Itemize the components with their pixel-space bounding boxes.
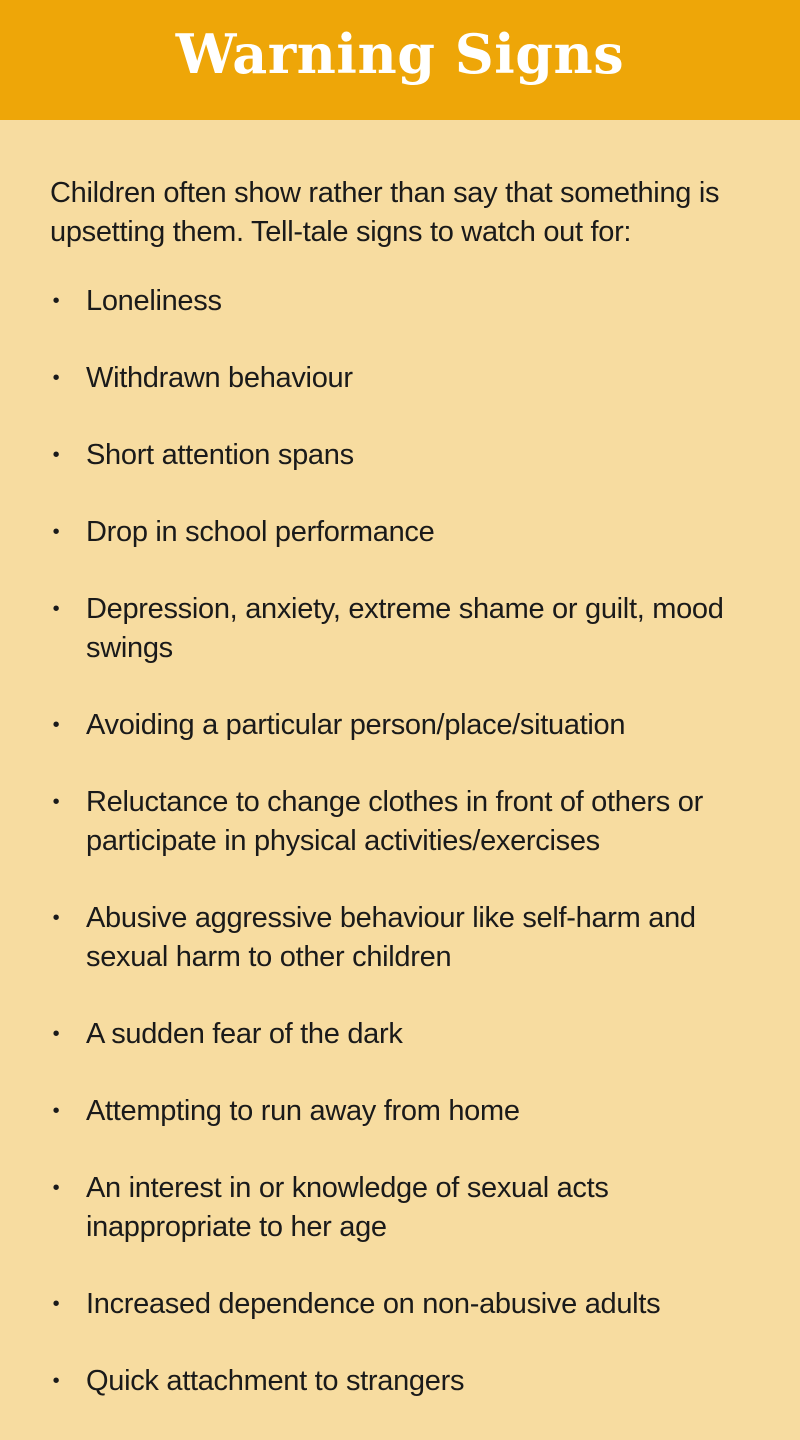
warning-signs-list — [50, 282, 750, 1401]
header-banner — [0, 0, 800, 120]
bullet-icon: • — [52, 598, 60, 620]
sign-text: Withdrawn behaviour — [86, 362, 353, 394]
list-item — [50, 282, 750, 321]
sign-text: Attempting to run away from home — [86, 1095, 520, 1127]
sign-text: Abusive aggressive behaviour like self-harm and sexual harm to other children — [86, 902, 696, 973]
bullet-icon: • — [52, 714, 60, 736]
bullet-icon: • — [52, 290, 60, 312]
list-item — [50, 1285, 750, 1324]
list-item — [50, 436, 750, 475]
bullet-icon: • — [52, 521, 60, 543]
list-item — [50, 1015, 750, 1054]
sign-text: Quick attachment to strangers — [86, 1365, 465, 1397]
list-item — [50, 1362, 750, 1401]
content-area — [0, 120, 800, 1401]
bullet-icon: • — [52, 907, 60, 929]
sign-text: Reluctance to change clothes in front of others or participate in physical activities/exercises — [86, 786, 703, 857]
sign-text: A sudden fear of the dark — [86, 1018, 403, 1050]
bullet-icon: • — [52, 791, 60, 813]
bullet-icon: • — [52, 1293, 60, 1315]
list-item — [50, 783, 750, 861]
sign-text: Short attention spans — [86, 439, 354, 471]
sign-text: An interest in or knowledge of sexual acts inappropriate to her age — [86, 1172, 609, 1243]
bullet-icon: • — [52, 1023, 60, 1045]
bullet-icon: • — [52, 1100, 60, 1122]
list-item — [50, 1092, 750, 1131]
sign-text: Avoiding a particular person/place/situation — [86, 709, 626, 741]
bullet-icon: • — [52, 1370, 60, 1392]
bullet-icon: • — [52, 1177, 60, 1199]
list-item — [50, 590, 750, 668]
sign-text: Increased dependence on non-abusive adults — [86, 1288, 661, 1320]
list-item — [50, 706, 750, 745]
list-item — [50, 1169, 750, 1247]
sign-text: Depression, anxiety, extreme shame or guilt, mood swings — [86, 593, 724, 664]
page-title: Warning Signs — [175, 22, 625, 86]
sign-text: Drop in school performance — [86, 516, 435, 548]
sign-text: Loneliness — [86, 285, 222, 317]
list-item — [50, 513, 750, 552]
list-item — [50, 899, 750, 977]
list-item — [50, 359, 750, 398]
bullet-icon: • — [52, 444, 60, 466]
intro-text: Children often show rather than say that something is upsetting them. Tell-tale signs to watch out for: — [50, 177, 720, 248]
bullet-icon: • — [52, 367, 60, 389]
